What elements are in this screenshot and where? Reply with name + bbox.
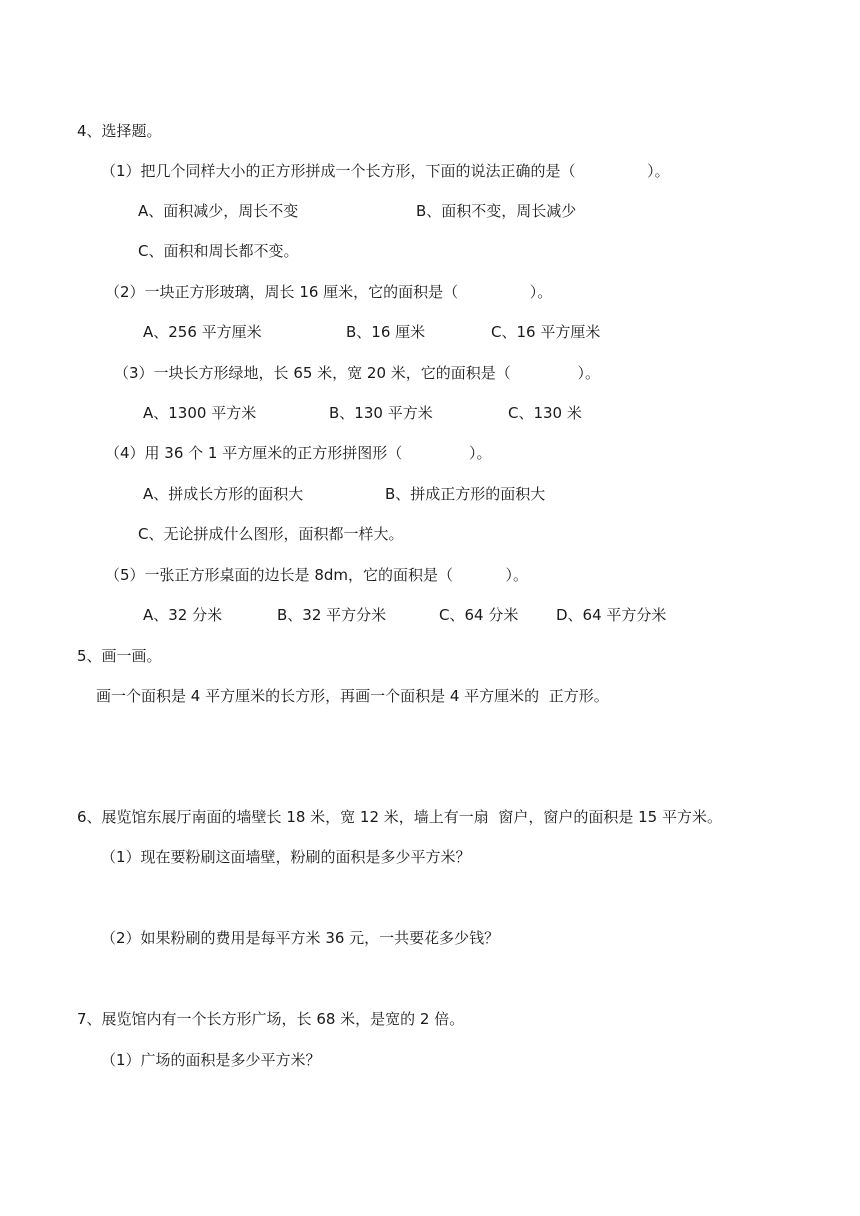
q4-4-option-a: A、拼成长方形的面积大 (143, 485, 304, 503)
q6-title: 6、展览馆东展厅南面的墙壁长 18 米，宽 12 米，墙上有一扇 窗户，窗户的面积是 15 平方米。 (77, 808, 722, 826)
q4-3-option-b: B、130 平方米 (329, 404, 433, 422)
q7-title: 7、展览馆内有一个长方形广场，长 68 米，是宽的 2 倍。 (77, 1010, 465, 1028)
q4-5-option-c: C、64 分米 (439, 606, 519, 624)
q6-1: （1）现在要粉刷这面墙壁，粉刷的面积是多少平方米？ (101, 848, 471, 866)
q4-1-option-c: C、面积和周长都不变。 (138, 242, 299, 260)
q4-3-stem: （3）一块长方形绿地，长 65 米，宽 20 米，它的面积是（ ）。 (114, 364, 601, 382)
q4-5-stem: （5）一张正方形桌面的边长是 8dm，它的面积是（ ）。 (105, 566, 528, 584)
q4-5-option-b: B、32 平方分米 (277, 606, 387, 624)
q5-title: 5、画一画。 (77, 647, 162, 665)
q4-2-option-c: C、16 平方厘米 (491, 323, 601, 341)
q4-4-stem: （4）用 36 个 1 平方厘米的正方形拼图形（ ）。 (105, 444, 492, 462)
q4-1-stem: （1）把几个同样大小的正方形拼成一个长方形，下面的说法正确的是（ ）。 (101, 162, 670, 180)
q4-2-stem: （2）一块正方形玻璃，周长 16 厘米，它的面积是（ ）。 (105, 283, 553, 301)
q4-5-option-a: A、32 分米 (143, 606, 223, 624)
q5-text: 画一个面积是 4 平方厘米的长方形，再画一个面积是 4 平方厘米的 正方形。 (96, 687, 609, 705)
q4-5-option-d: D、64 平方分米 (556, 606, 667, 624)
q4-2-option-a: A、256 平方厘米 (143, 323, 262, 341)
q4-1-option-a: A、面积减少，周长不变 (138, 202, 299, 220)
q7-1: （1）广场的面积是多少平方米？ (101, 1051, 321, 1069)
q4-4-option-c: C、无论拼成什么图形，面积都一样大。 (138, 525, 404, 543)
q4-3-option-a: A、1300 平方米 (143, 404, 257, 422)
q4-title: 4、选择题。 (77, 122, 162, 140)
q4-4-option-b: B、拼成正方形的面积大 (385, 485, 546, 503)
q6-2: （2）如果粉刷的费用是每平方米 36 元，一共要花多少钱？ (101, 929, 500, 947)
q4-3-option-c: C、130 米 (508, 404, 582, 422)
q4-1-option-b: B、面积不变，周长减少 (416, 202, 577, 220)
q4-2-option-b: B、16 厘米 (346, 323, 426, 341)
